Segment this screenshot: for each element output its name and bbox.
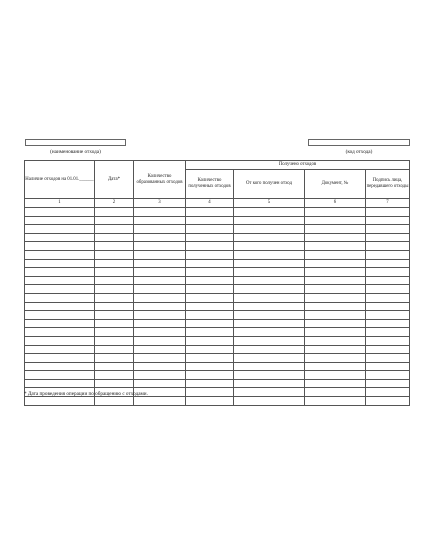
table-cell[interactable] [305, 225, 366, 234]
table-cell[interactable] [25, 259, 95, 268]
header-document: Документ, № [305, 170, 366, 199]
table-cell[interactable] [305, 293, 366, 302]
table-cell[interactable] [25, 328, 95, 337]
table-cell[interactable] [134, 371, 186, 380]
column-number: 1 [25, 199, 95, 208]
table-cell[interactable] [305, 208, 366, 217]
table-row [25, 354, 410, 363]
table-cell[interactable] [234, 268, 305, 277]
table-cell[interactable] [25, 362, 95, 371]
table-row [25, 250, 410, 259]
table-cell[interactable] [186, 242, 234, 251]
table-cell[interactable] [305, 276, 366, 285]
table-cell[interactable] [95, 328, 134, 337]
table-cell[interactable] [186, 311, 234, 320]
table-cell[interactable] [134, 379, 186, 388]
table-cell[interactable] [366, 362, 410, 371]
table-cell[interactable] [366, 354, 410, 363]
table-cell[interactable] [305, 319, 366, 328]
column-number: 7 [366, 199, 410, 208]
column-number: 4 [186, 199, 234, 208]
waste-name-caption: (наименование отхода) [50, 149, 101, 155]
table-cell[interactable] [186, 379, 234, 388]
table-cell[interactable] [134, 285, 186, 294]
table-cell[interactable] [366, 276, 410, 285]
table-cell[interactable] [95, 379, 134, 388]
table-row [25, 362, 410, 371]
table-cell[interactable] [305, 311, 366, 320]
table-cell[interactable] [366, 311, 410, 320]
waste-journal-table [24, 160, 410, 406]
table-cell[interactable] [305, 216, 366, 225]
table-cell[interactable] [366, 208, 410, 217]
table-cell[interactable] [186, 208, 234, 217]
table-row [25, 336, 410, 345]
table-cell[interactable] [95, 208, 134, 217]
table-cell[interactable] [186, 276, 234, 285]
waste-code-caption: (код отхода) [345, 149, 373, 155]
table-cell[interactable] [95, 319, 134, 328]
table-cell[interactable] [186, 354, 234, 363]
table-row [25, 233, 410, 242]
table-cell[interactable] [366, 285, 410, 294]
table-cell[interactable] [25, 379, 95, 388]
table-cell[interactable] [234, 362, 305, 371]
table-cell[interactable] [186, 319, 234, 328]
table-cell[interactable] [234, 319, 305, 328]
table-cell[interactable] [95, 225, 134, 234]
table-cell[interactable] [305, 285, 366, 294]
table-cell[interactable] [95, 371, 134, 380]
table-row [25, 371, 410, 380]
table-cell[interactable] [25, 397, 95, 406]
column-number: 3 [134, 199, 186, 208]
table-cell[interactable] [366, 225, 410, 234]
table-cell[interactable] [305, 388, 366, 397]
table-cell[interactable] [305, 336, 366, 345]
table-cell[interactable] [305, 345, 366, 354]
table-cell[interactable] [25, 336, 95, 345]
table-cell[interactable] [186, 225, 234, 234]
table-cell[interactable] [134, 216, 186, 225]
table-cell[interactable] [95, 345, 134, 354]
table-cell[interactable] [234, 242, 305, 251]
table-cell[interactable] [366, 233, 410, 242]
table-cell[interactable] [366, 250, 410, 259]
table-cell[interactable] [186, 362, 234, 371]
table-cell[interactable] [95, 311, 134, 320]
column-number: 5 [234, 199, 305, 208]
table-cell[interactable] [134, 397, 186, 406]
group-header-row [25, 161, 410, 170]
table-cell[interactable] [186, 336, 234, 345]
table-row [25, 216, 410, 225]
table-cell[interactable] [366, 371, 410, 380]
table-row [25, 242, 410, 251]
table-cell[interactable] [25, 268, 95, 277]
table-cell[interactable] [234, 233, 305, 242]
table-cell[interactable] [25, 371, 95, 380]
table-cell[interactable] [234, 216, 305, 225]
table-cell[interactable] [305, 242, 366, 251]
table-row [25, 293, 410, 302]
table-cell[interactable] [305, 250, 366, 259]
table-cell[interactable] [95, 354, 134, 363]
table-cell[interactable] [234, 276, 305, 285]
table-cell[interactable] [95, 293, 134, 302]
table-cell[interactable] [305, 362, 366, 371]
table-cell[interactable] [95, 233, 134, 242]
table-cell[interactable] [305, 259, 366, 268]
table-cell[interactable] [186, 371, 234, 380]
table-cell[interactable] [25, 208, 95, 217]
table-row [25, 397, 410, 406]
table-cell[interactable] [366, 397, 410, 406]
table-cell[interactable] [234, 225, 305, 234]
table-cell[interactable] [134, 328, 186, 337]
table-cell[interactable] [95, 242, 134, 251]
table-cell[interactable] [25, 242, 95, 251]
table-cell[interactable] [134, 311, 186, 320]
table-cell[interactable] [366, 328, 410, 337]
table-row [25, 345, 410, 354]
column-number: 2 [95, 199, 134, 208]
table-cell[interactable] [305, 302, 366, 311]
table-cell[interactable] [95, 336, 134, 345]
table-cell[interactable] [134, 362, 186, 371]
header-date: Дата* [95, 161, 134, 199]
table-cell[interactable] [305, 233, 366, 242]
table-cell[interactable] [25, 250, 95, 259]
header-generated: Количество образованных отходов [134, 161, 186, 199]
table-cell[interactable] [305, 379, 366, 388]
table-row [25, 208, 410, 217]
table-cell[interactable] [186, 345, 234, 354]
table-cell[interactable] [134, 250, 186, 259]
table-cell[interactable] [186, 216, 234, 225]
table-cell[interactable] [234, 371, 305, 380]
table-cell[interactable] [366, 379, 410, 388]
table-cell[interactable] [305, 268, 366, 277]
table-cell[interactable] [134, 319, 186, 328]
table-cell[interactable] [134, 336, 186, 345]
table-cell[interactable] [95, 302, 134, 311]
table-cell[interactable] [234, 397, 305, 406]
table-cell[interactable] [366, 302, 410, 311]
table-cell[interactable] [25, 293, 95, 302]
table-cell[interactable] [186, 397, 234, 406]
table-row [25, 379, 410, 388]
table-cell[interactable] [234, 345, 305, 354]
table-cell[interactable] [234, 259, 305, 268]
table-cell[interactable] [186, 250, 234, 259]
table-row [25, 285, 410, 294]
table-cell[interactable] [234, 208, 305, 217]
table-row [25, 319, 410, 328]
table-cell[interactable] [134, 268, 186, 277]
table-cell[interactable] [134, 345, 186, 354]
table-cell[interactable] [186, 328, 234, 337]
header-received-group: Получено отходов [186, 161, 410, 170]
table-cell[interactable] [186, 233, 234, 242]
table-cell[interactable] [134, 242, 186, 251]
table-cell[interactable] [25, 311, 95, 320]
table-row [25, 302, 410, 311]
table-cell[interactable] [186, 388, 234, 397]
table-cell[interactable] [186, 259, 234, 268]
table-row [25, 259, 410, 268]
journal-body [25, 208, 410, 406]
table-cell[interactable] [25, 225, 95, 234]
waste-name-field[interactable] [25, 139, 126, 146]
table-cell[interactable] [366, 388, 410, 397]
table-cell[interactable] [95, 276, 134, 285]
table-cell[interactable] [134, 225, 186, 234]
waste-code-field[interactable] [308, 139, 410, 146]
table-cell[interactable] [95, 268, 134, 277]
footnote: * Дата проведения операции по обращению с отходами. [24, 391, 148, 397]
table-cell[interactable] [234, 336, 305, 345]
column-number-row [25, 199, 410, 208]
table-cell[interactable] [25, 302, 95, 311]
table-cell[interactable] [234, 328, 305, 337]
table-row [25, 311, 410, 320]
table-cell[interactable] [234, 293, 305, 302]
table-row [25, 268, 410, 277]
table-cell[interactable] [305, 328, 366, 337]
table-cell[interactable] [25, 354, 95, 363]
table-cell[interactable] [186, 268, 234, 277]
table-cell[interactable] [234, 285, 305, 294]
table-cell[interactable] [25, 319, 95, 328]
table-row [25, 225, 410, 234]
table-cell[interactable] [305, 354, 366, 363]
table-cell[interactable] [366, 336, 410, 345]
table-cell[interactable] [95, 259, 134, 268]
header-received-from: От кого получен отход [234, 170, 305, 199]
table-cell[interactable] [95, 285, 134, 294]
table-cell[interactable] [95, 216, 134, 225]
table-cell[interactable] [366, 216, 410, 225]
table-cell[interactable] [366, 293, 410, 302]
header-stock: Наличие отходов на 01.01.______ [25, 161, 95, 199]
table-cell[interactable] [234, 379, 305, 388]
table-cell[interactable] [134, 208, 186, 217]
table-cell[interactable] [95, 362, 134, 371]
table-cell[interactable] [25, 233, 95, 242]
column-number: 6 [305, 199, 366, 208]
table-cell[interactable] [134, 354, 186, 363]
table-cell[interactable] [234, 250, 305, 259]
table-cell[interactable] [366, 345, 410, 354]
table-cell[interactable] [366, 242, 410, 251]
table-cell[interactable] [25, 285, 95, 294]
table-cell[interactable] [234, 311, 305, 320]
table-cell[interactable] [95, 250, 134, 259]
table-cell[interactable] [234, 388, 305, 397]
table-row [25, 276, 410, 285]
table-cell[interactable] [366, 319, 410, 328]
table-cell[interactable] [134, 293, 186, 302]
table-cell[interactable] [186, 285, 234, 294]
table-cell[interactable] [186, 293, 234, 302]
header-signature: Подпись лица, передавшего отходы [366, 170, 410, 199]
table-cell[interactable] [134, 233, 186, 242]
table-cell[interactable] [305, 371, 366, 380]
table-cell[interactable] [134, 259, 186, 268]
table-cell[interactable] [25, 276, 95, 285]
table-cell[interactable] [25, 216, 95, 225]
table-cell[interactable] [25, 345, 95, 354]
table-cell[interactable] [134, 276, 186, 285]
table-cell[interactable] [305, 397, 366, 406]
table-cell[interactable] [134, 302, 186, 311]
header-received-qty: Количество полученных отходов [186, 170, 234, 199]
table-cell[interactable] [366, 268, 410, 277]
table-cell[interactable] [234, 302, 305, 311]
table-cell[interactable] [186, 302, 234, 311]
table-cell[interactable] [234, 354, 305, 363]
table-cell[interactable] [366, 259, 410, 268]
table-cell[interactable] [95, 397, 134, 406]
table-row [25, 328, 410, 337]
